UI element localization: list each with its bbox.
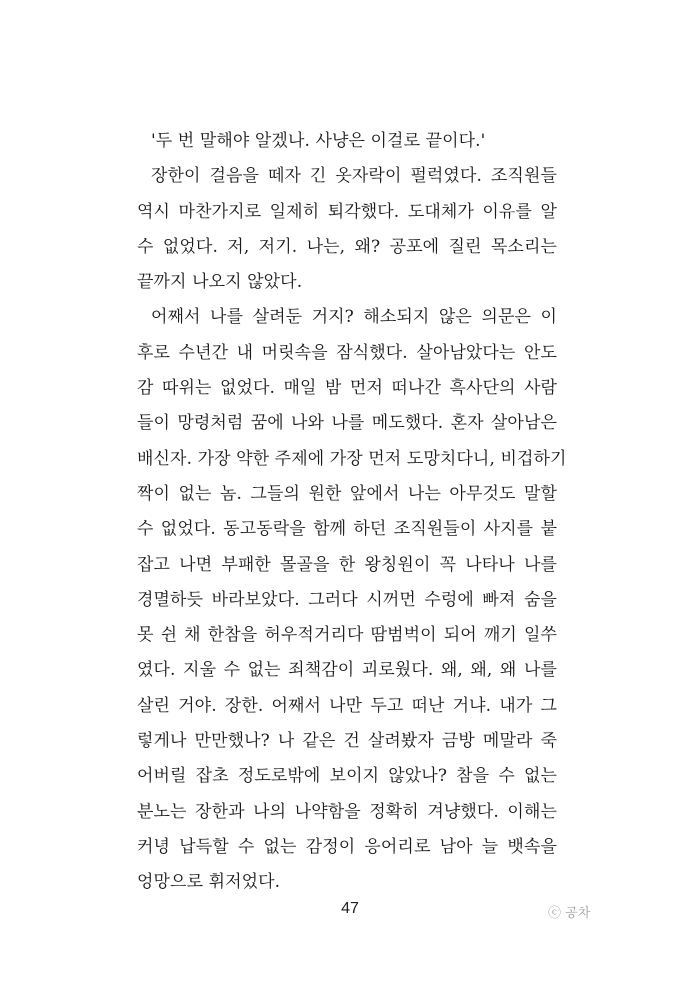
text-line: 들이 망령처럼 꿈에 나와 나를 메도했다. 혼자 살아남은 <box>137 413 557 434</box>
text-line: 역시 마찬가지로 일제히 퇴각했다. 도대체가 이유를 알 <box>137 201 557 222</box>
text-line: 였다. 지울 수 없는 죄책감이 괴로웠다. 왜, 왜, 왜 나를 <box>137 660 557 681</box>
text-line: '두 번 말해야 알겠나. 사냥은 이걸로 끝이다.' <box>151 131 486 151</box>
text-line: 장한이 걸음을 떼자 긴 옷자락이 펄럭였다. 조직원들 <box>151 166 557 187</box>
text-line: 잡고 나면 부패한 몰골을 한 왕칭원이 꼭 나타나 나를 <box>137 554 557 575</box>
text-line: 엉망으로 휘저었다. <box>137 872 281 893</box>
text-line: 짝이 없는 놈. 그들의 원한 앞에서 나는 아무것도 말할 <box>137 483 557 504</box>
text-line: 후로 수년간 내 머릿속을 잠식했다. 살아남았다는 안도 <box>137 342 557 363</box>
text-line: 어째서 나를 살려둔 거지? 해소되지 않은 의문은 이 <box>151 307 557 328</box>
text-line: 커녕 납득할 수 없는 감정이 응어리로 남아 늘 뱃속을 <box>137 836 557 857</box>
text-line: 못 쉰 채 한참을 허우적거리다 땀범벅이 되어 깨기 일쑤 <box>137 625 557 646</box>
text-line: 수 없었다. 동고동락을 함께 하던 조직원들이 사지를 붙 <box>137 519 557 540</box>
body-text <box>137 124 567 901</box>
page-number: 47 <box>341 900 359 917</box>
text-line: 감 따위는 없었다. 매일 밤 먼저 떠나간 흑사단의 사람 <box>137 378 557 399</box>
copyright-notice: ⓒ 공차 <box>548 906 591 921</box>
text-line: 배신자. 가장 약한 주제에 가장 먼저 도망치다니, 비겁하기 <box>137 448 567 469</box>
text-line: 렇게나 만만했나? 나 같은 건 살려봤자 금방 메말라 죽 <box>137 731 557 752</box>
text-line: 분노는 장한과 나의 나약함을 정확히 겨냥했다. 이해는 <box>137 801 557 822</box>
text-line: 살린 거야. 장한. 어째서 나만 두고 떠난 거냐. 내가 그 <box>137 695 557 716</box>
text-line: 어버릴 잡초 정도로밖에 보이지 않았나? 참을 수 없는 <box>137 766 557 787</box>
text-line: 수 없었다. 저, 저기. 나는, 왜? 공포에 질린 목소리는 <box>137 236 557 257</box>
text-line: 경멸하듯 바라보았다. 그러다 시꺼먼 수렁에 빠져 숨을 <box>137 589 557 610</box>
text-line: 끝까지 나오지 않았다. <box>137 272 303 293</box>
